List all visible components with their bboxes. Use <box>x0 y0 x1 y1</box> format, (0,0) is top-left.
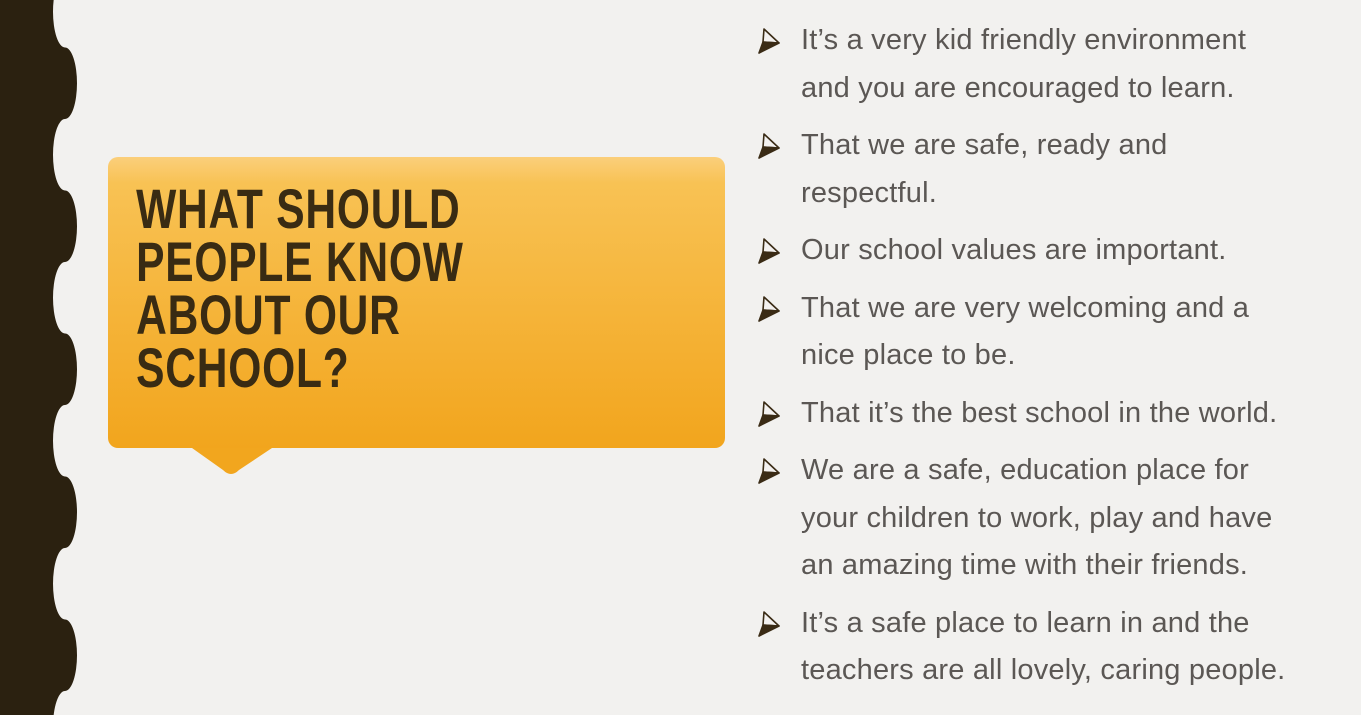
bullet-item <box>757 285 1343 380</box>
arrowhead-bullet-icon <box>757 390 801 428</box>
bullet-text: It’s a safe place to learn in and the teachers are all lovely, caring people. <box>801 606 1286 686</box>
bullet-text: It’s a very kid friendly environment and you are encouraged to learn. <box>801 24 1247 104</box>
bullet-text: That we are safe, ready and respectful. <box>801 129 1168 209</box>
arrowhead-bullet-icon <box>757 600 801 638</box>
bullet-text: Our school values are important. <box>801 234 1227 266</box>
bullet-item <box>757 227 1343 275</box>
arrowhead-bullet-icon <box>757 285 801 323</box>
bullet-item <box>757 17 1343 112</box>
arrowhead-bullet-icon <box>757 227 801 265</box>
left-wave-band <box>0 0 90 715</box>
bullet-text: That it’s the best school in the world. <box>801 396 1278 429</box>
bullet-item <box>757 447 1343 590</box>
bullet-list <box>757 17 1343 705</box>
callout-tail <box>192 448 272 479</box>
arrowhead-bullet-icon <box>757 122 801 160</box>
arrowhead-bullet-icon <box>757 447 801 485</box>
bullet-item <box>757 390 1343 438</box>
arrowhead-bullet-icon <box>757 17 801 55</box>
bullet-item <box>757 122 1343 217</box>
bullet-text: We are a safe, education place for your children to work, play and have an amazing time with their friends. <box>801 454 1273 581</box>
title-callout <box>108 157 725 448</box>
slide-title: WHAT SHOULD PEOPLE KNOW ABOUT OUR SCHOOL? <box>136 177 464 399</box>
bullet-text: That we are very welcoming and a nice place to be. <box>801 291 1250 371</box>
bullet-item <box>757 600 1343 695</box>
